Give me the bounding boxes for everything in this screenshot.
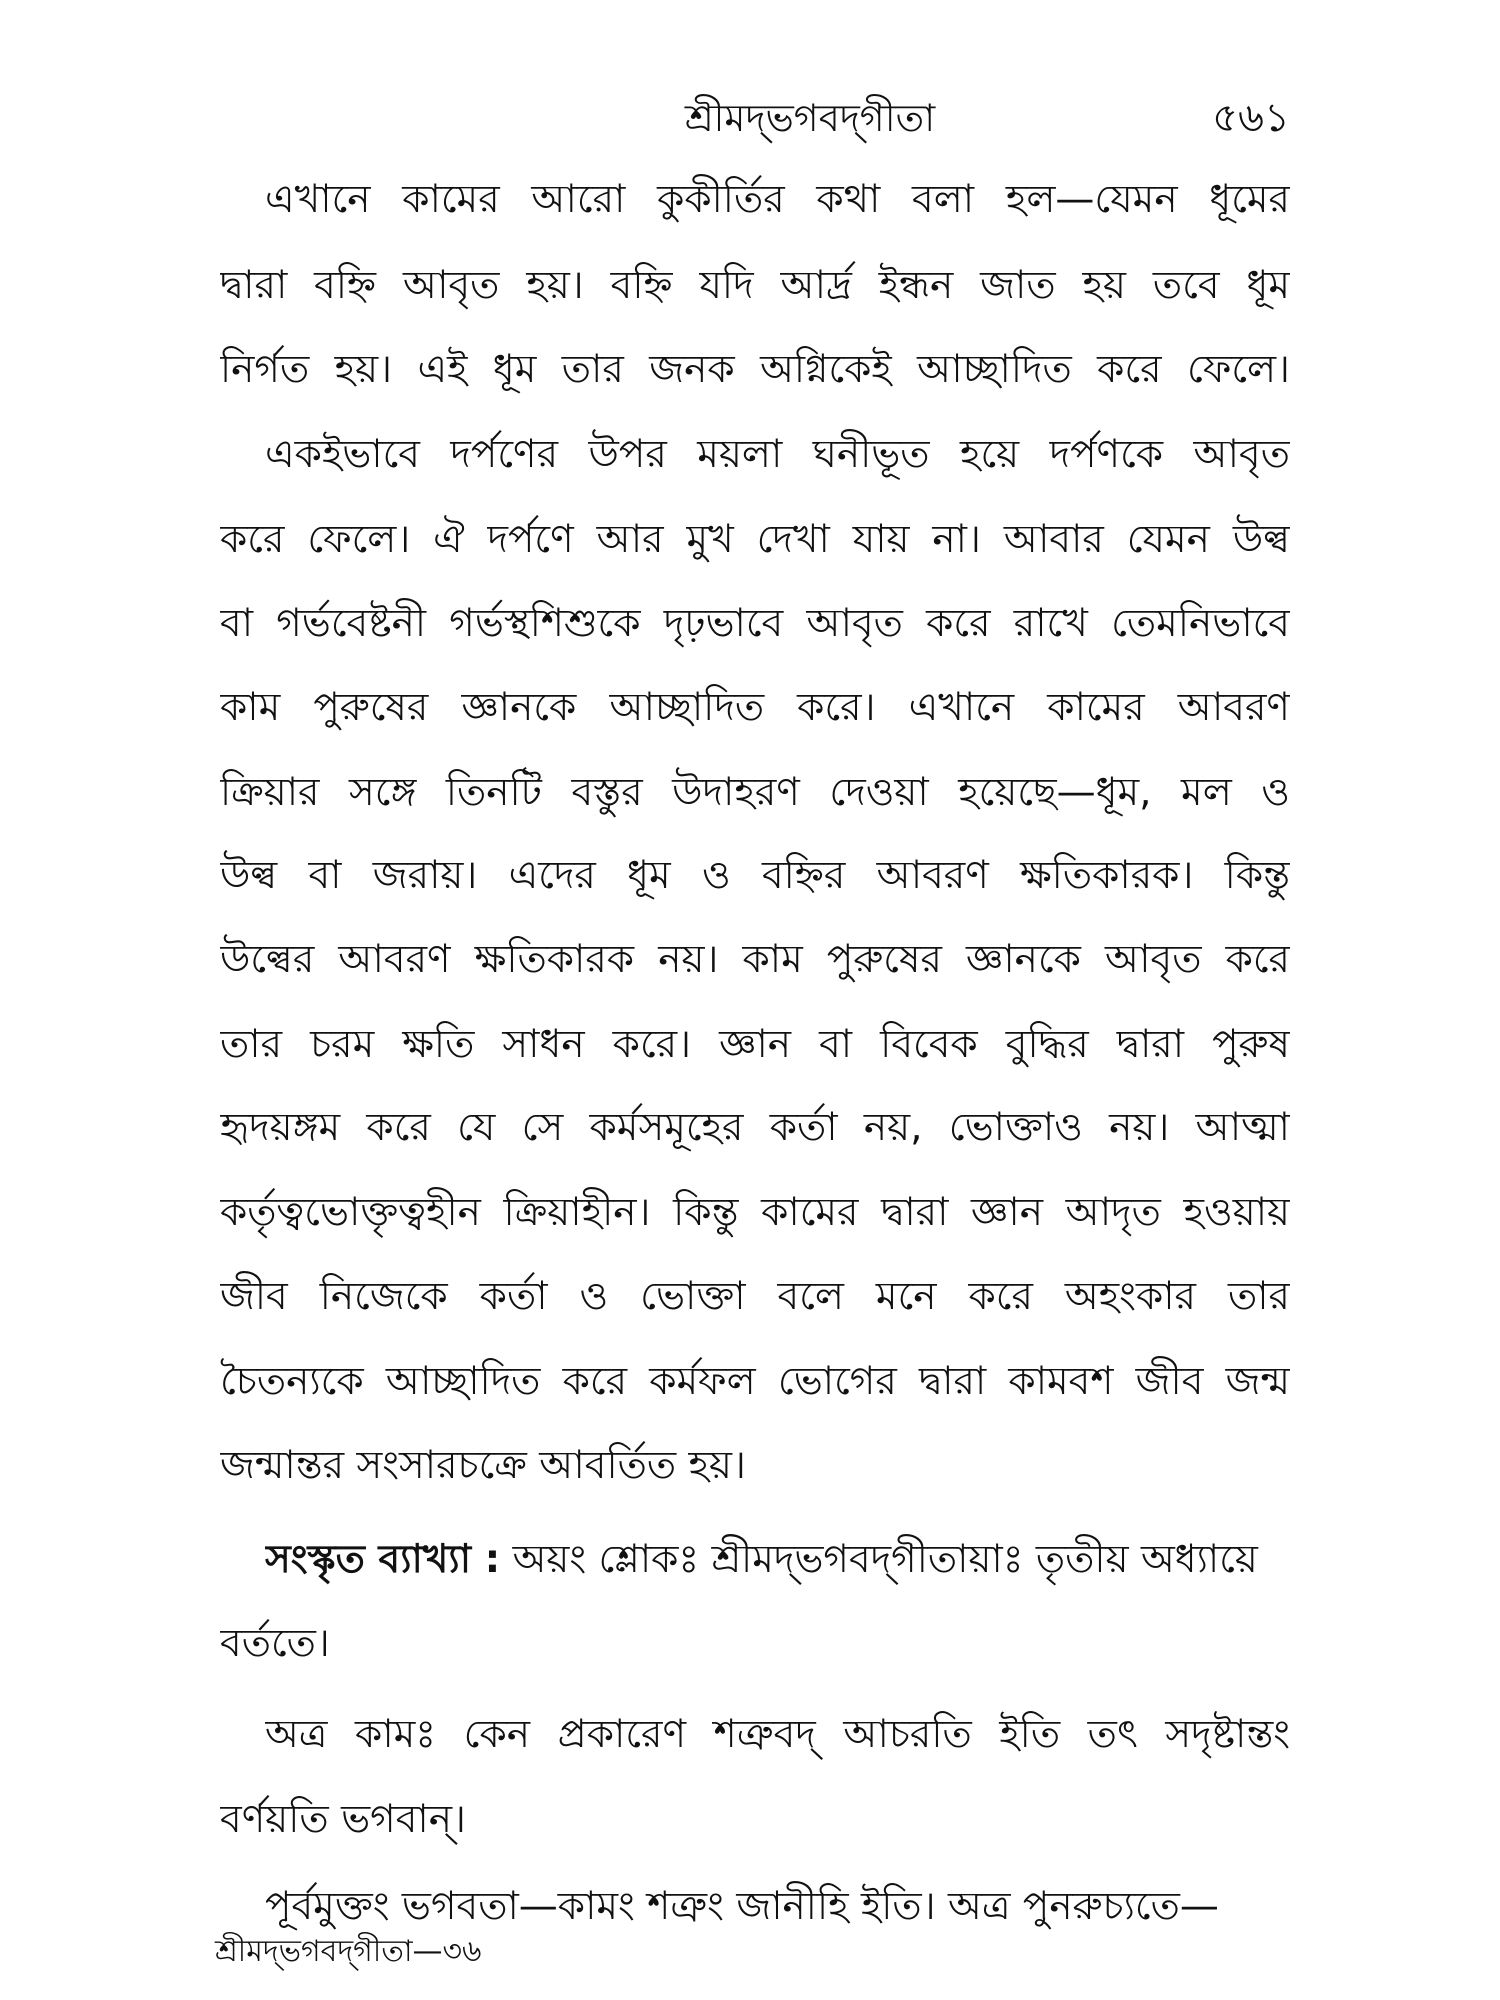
paragraph-line: এখানে কামের আরো কুকীর্তির কথা বলা হল—যেমন ধূমের — [265, 177, 1290, 222]
running-title: শ্রীমদ্‌ভগবদ্‌গীতা — [684, 96, 936, 140]
paragraph-line: চৈতন্যকে আচ্ছাদিত করে কর্মফল ভোগের দ্বারা কামবশ জীব জন্ম — [220, 1359, 1290, 1404]
sanskrit-line: পূর্বমুক্তং ভগবতা—কামং শত্রুং জানীহি ইতি। অত্র পুনরুচ্যতে— — [265, 1884, 1219, 1929]
paragraph-line: নির্গত হয়। এই ধূম তার জনক অগ্নিকেই আচ্ছাদিত করে ফেলে। — [220, 347, 1290, 392]
paragraph-line: তার চরম ক্ষতি সাধন করে। জ্ঞান বা বিবেক বুদ্ধির দ্বারা পুরুষ — [220, 1022, 1290, 1067]
paragraph-line: দ্বারা বহ্নি আবৃত হয়। বহ্নি যদি আর্দ্র ইন্ধন জাত হয় তবে ধূম — [220, 263, 1290, 308]
footer-signature: শ্রীমদ্‌ভগবদ্‌গীতা—৩৬ — [215, 1934, 482, 1969]
paragraph-line: একইভাবে দর্পণের উপর ময়লা ঘনীভূত হয়ে দর্পণকে আবৃত — [265, 432, 1290, 477]
running-header — [0, 88, 1500, 148]
paragraph-line: ক্রিয়ার সঙ্গে তিনটি বস্তুর উদাহরণ দেওয়া হয়েছে—ধূম, মল ও — [220, 770, 1290, 815]
paragraph-line: বা গর্ভবেষ্টনী গর্ভস্থশিশুকে দৃঢ়ভাবে আবৃত করে রাখে তেমনিভাবে — [220, 601, 1290, 646]
sanskrit-commentary-line — [265, 1530, 1290, 1590]
paragraph-line: হৃদয়ঙ্গম করে যে সে কর্মসমূহের কর্তা নয়, ভোক্তাও নয়। আত্মা — [220, 1105, 1290, 1150]
paragraph-line: জন্মান্তর সংসারচক্রে আবর্তিত হয়। — [220, 1443, 746, 1488]
paragraph-line: কাম পুরুষের জ্ঞানকে আচ্ছাদিত করে। এখানে কামের আবরণ — [220, 685, 1290, 730]
paragraph-line: করে ফেলে। ঐ দর্পণে আর মুখ দেখা যায় না। আবার যেমন উল্ব — [220, 517, 1290, 562]
paragraph-line: কর্তৃত্বভোক্তৃত্বহীন ক্রিয়াহীন। কিন্তু কামের দ্বারা জ্ঞান আদৃত হওয়ায় — [220, 1190, 1290, 1235]
sanskrit-heading-text: অয়ং শ্লোকঃ শ্রীমদ্‌ভগবদ্‌গীতায়াঃ তৃতীয় অধ্যায়ে — [500, 1537, 1258, 1582]
sanskrit-line: অত্র কামঃ কেন প্রকারেণ শত্রুবদ্‌ আচরতি ইতি তৎ সদৃষ্টান্তং — [265, 1712, 1290, 1757]
paragraph-line: উল্ব বা জরায়। এদের ধূম ও বহ্নির আবরণ ক্ষতিকারক। কিন্তু — [220, 853, 1290, 898]
sanskrit-line: বর্ণয়তি ভগবান্‌। — [220, 1797, 466, 1842]
paragraph-line: উল্বের আবরণ ক্ষতিকারক নয়। কাম পুরুষের জ্ঞানকে আবৃত করে — [220, 937, 1290, 982]
page-number: ৫৬১ — [1212, 95, 1290, 141]
sanskrit-heading: সংস্কৃত ব্যাখ্যা : — [265, 1537, 501, 1582]
sanskrit-line: বর্ততে। — [220, 1621, 330, 1666]
paragraph-line: জীব নিজেকে কর্তা ও ভোক্তা বলে মনে করে অহংকার তার — [220, 1274, 1290, 1319]
